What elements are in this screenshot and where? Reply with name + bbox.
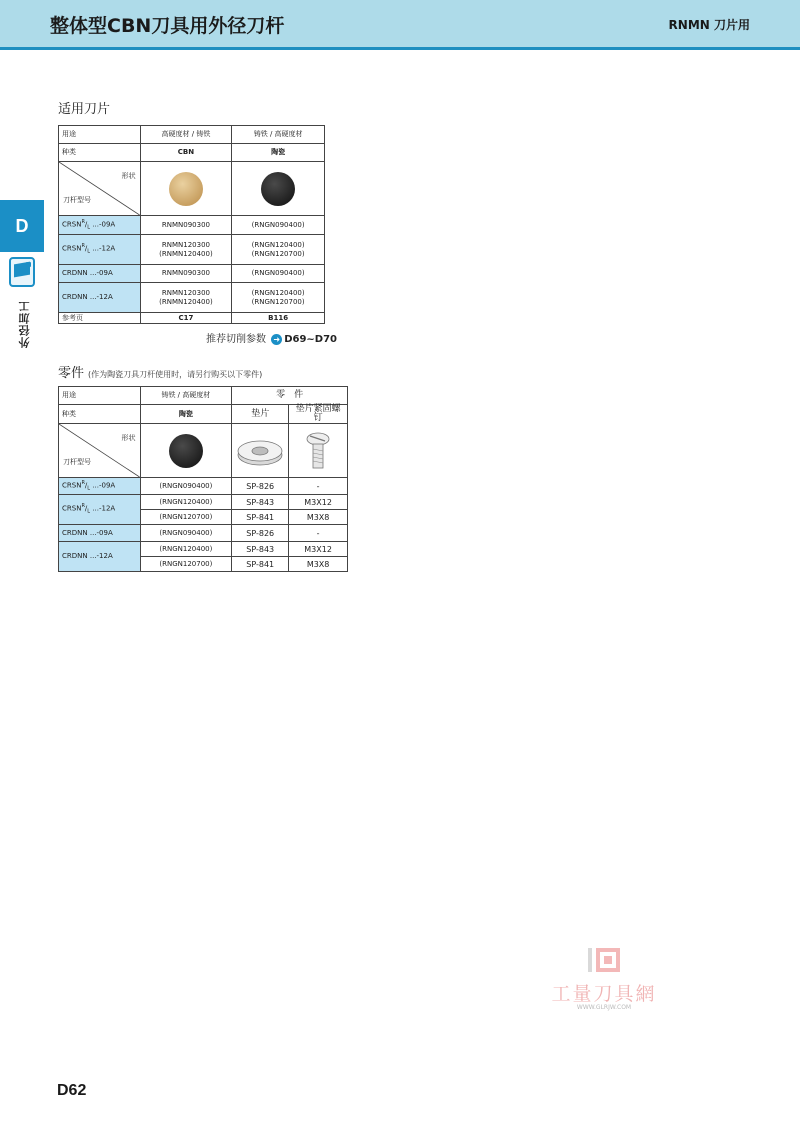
shape-diagonal-header <box>59 162 141 216</box>
chapter-tab: D <box>0 200 44 252</box>
insert-cbn: RNMN090300 <box>140 216 232 235</box>
screw-code: M3X8 <box>289 557 348 572</box>
ceramic-insert-image <box>140 424 232 478</box>
table-row <box>59 162 325 216</box>
parts-note: (作为陶瓷刀具刀杆使用时，请另行购买以下零件) <box>88 370 263 379</box>
holder-model: $CRSN^R/_L$ ...-09A <box>59 478 141 495</box>
screw-code: - <box>289 525 348 542</box>
screw-image <box>289 424 348 478</box>
use-label: 用途 <box>59 126 141 144</box>
holder-model: $CRSN^R/_L$ ...-12A <box>59 495 141 525</box>
shim-icon <box>235 431 285 471</box>
table-row <box>59 144 325 162</box>
insert-code: (RNGN120400) <box>140 495 232 510</box>
shim-code: SP-826 <box>232 525 289 542</box>
shim-code: SP-843 <box>232 542 289 557</box>
insert-ceramic <box>232 235 325 265</box>
parts-table <box>58 386 348 572</box>
insert-code: RNMN120300 <box>161 288 210 297</box>
use-label: 用途 <box>59 387 141 405</box>
shim-header: 垫片 <box>232 405 289 424</box>
table-row <box>59 478 348 495</box>
cutting-params-pages[interactable]: D69~D70 <box>284 334 337 345</box>
screw-header: 垫片紧固螺钉 <box>289 405 348 424</box>
use-cbn: 高硬度材 / 铸铁 <box>140 126 232 144</box>
insert-code: (RNGN120400) <box>251 240 305 249</box>
watermark-logo-icon <box>580 944 628 976</box>
use-ceramic: 铸铁 / 高硬度材 <box>140 387 232 405</box>
screw-code: M3X8 <box>289 510 348 525</box>
turning-icon <box>9 257 35 287</box>
cbn-insert-image <box>140 162 232 216</box>
table-row <box>59 265 325 283</box>
shape-label: 形状 <box>121 434 136 442</box>
cbn-insert-icon <box>166 169 206 209</box>
table-row <box>59 542 348 557</box>
insert-code: (RNGN090400) <box>140 525 232 542</box>
page-number: D62 <box>57 1082 87 1099</box>
insert-code: (RNGN090400) <box>140 478 232 495</box>
type-cbn: CBN <box>140 144 232 162</box>
ref-page-label: 参考页 <box>59 313 141 324</box>
table-row <box>59 387 348 405</box>
shim-code: SP-826 <box>232 478 289 495</box>
holder-model: $CRSN^R/_L$ ...-09A <box>59 216 141 235</box>
holder-model: $CRSN^R/_L$ ...-12A <box>59 235 141 265</box>
insert-code: (RNGN120700) <box>140 557 232 572</box>
holder-model-label: 刀杆型号 <box>63 458 91 466</box>
page-subtitle: RNMN 刀片用 <box>668 18 750 32</box>
screw-code: - <box>289 478 348 495</box>
shape-diagonal-header <box>59 424 141 478</box>
ceramic-insert-icon <box>258 169 298 209</box>
insert-code: (RNGN120700) <box>251 249 305 258</box>
shim-code: SP-841 <box>232 510 289 525</box>
table-row <box>59 283 325 313</box>
holder-model: CRDNN ...-12A <box>59 283 141 313</box>
holder-model: CRDNN ...-09A <box>59 265 141 283</box>
table-row <box>59 495 348 510</box>
table-row <box>59 216 325 235</box>
parts-title: 零件 <box>58 366 85 381</box>
ceramic-insert-image <box>232 162 325 216</box>
insert-cbn: RNMN090300 <box>140 265 232 283</box>
insert-code: RNMN120300 <box>161 240 210 249</box>
holder-model-label: 刀杆型号 <box>63 196 91 204</box>
insert-cbn <box>140 283 232 313</box>
holder-model: CRDNN ...-09A <box>59 525 141 542</box>
insert-cbn <box>140 235 232 265</box>
ref-page-ceramic: B116 <box>232 313 325 324</box>
parts-section-title <box>58 362 262 381</box>
insert-ceramic: (RNGN090400) <box>232 265 325 283</box>
insert-ceramic <box>232 283 325 313</box>
watermark-text: 工量刀具網 <box>551 983 657 1005</box>
inserts-section-title: 适用刀片 <box>58 102 111 117</box>
table-row <box>59 235 325 265</box>
cutting-params-reference[interactable] <box>206 330 337 345</box>
type-ceramic: 陶瓷 <box>140 405 232 424</box>
table-row <box>59 405 348 424</box>
screw-code: M3X12 <box>289 542 348 557</box>
watermark-url: WWW.GLRJW.COM <box>576 1004 632 1011</box>
table-row <box>59 525 348 542</box>
insert-code: (RNGN120700) <box>251 297 305 306</box>
chapter-label: 外径加工 <box>18 300 31 348</box>
insert-ceramic: (RNGN090400) <box>232 216 325 235</box>
insert-code: (RNGN120700) <box>140 510 232 525</box>
screw-icon <box>303 429 333 473</box>
shim-image <box>232 424 289 478</box>
table-row <box>59 126 325 144</box>
type-label: 种类 <box>59 405 141 424</box>
holder-model: CRDNN ...-12A <box>59 542 141 572</box>
shim-code: SP-841 <box>232 557 289 572</box>
type-ceramic: 陶瓷 <box>232 144 325 162</box>
arrow-icon: ➜ <box>271 334 282 345</box>
cutting-params-label: 推荐切削参数 <box>206 334 266 345</box>
insert-code: (RNMN120400) <box>159 249 213 258</box>
table-row <box>59 424 348 478</box>
insert-code: (RNMN120400) <box>159 297 213 306</box>
insert-code: (RNGN120400) <box>140 542 232 557</box>
parts-header: 零 件 <box>232 387 348 405</box>
ceramic-insert-icon <box>166 431 206 471</box>
ref-page-cbn: C17 <box>140 313 232 324</box>
shape-label: 形状 <box>121 172 136 180</box>
table-row <box>59 313 325 324</box>
page-title: 整体型CBN刀具用外径刀杆 <box>50 15 285 37</box>
type-label: 种类 <box>59 144 141 162</box>
watermark <box>536 944 672 1014</box>
inserts-table <box>58 125 325 324</box>
shim-code: SP-843 <box>232 495 289 510</box>
page-header <box>0 0 800 50</box>
use-ceramic: 铸铁 / 高硬度材 <box>232 126 325 144</box>
screw-code: M3X12 <box>289 495 348 510</box>
insert-code: (RNGN120400) <box>251 288 305 297</box>
